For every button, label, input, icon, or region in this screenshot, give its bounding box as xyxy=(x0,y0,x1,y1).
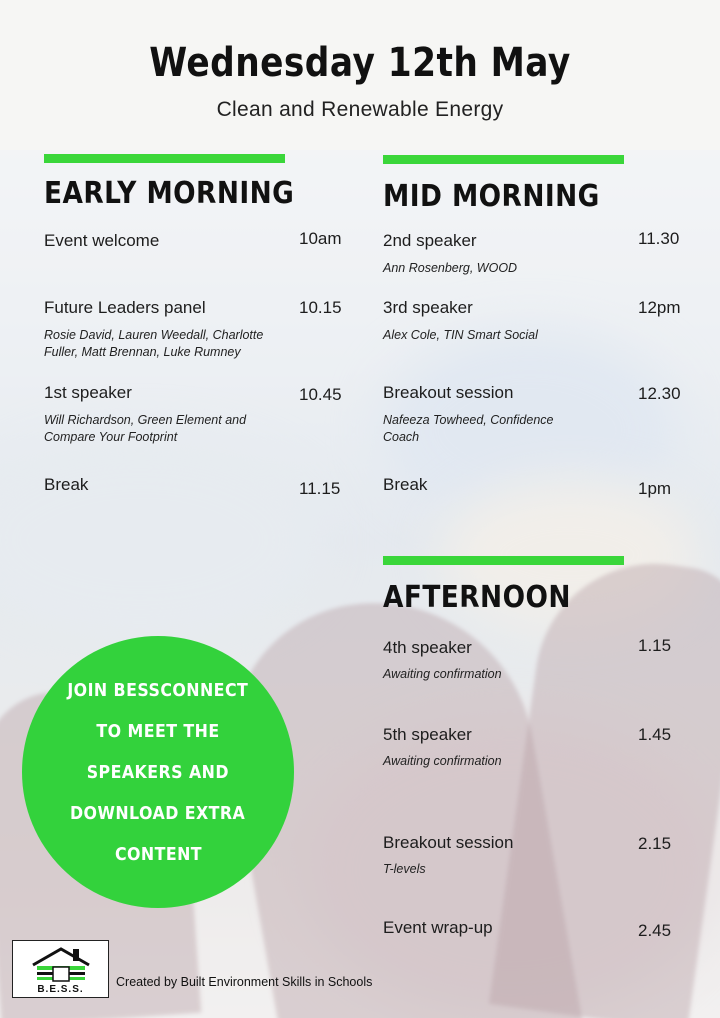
mid-item-3-title: Breakout session xyxy=(383,383,514,402)
mid-morning-divider xyxy=(383,155,624,164)
early-item-3-speakers: Will Richardson, Green Element and Compare Your Footprint xyxy=(44,413,247,444)
mid-item-4-title: Break xyxy=(383,475,428,494)
afternoon-item-3-title: Breakout session xyxy=(383,833,514,852)
early-morning-divider xyxy=(44,154,285,163)
early-item-1-time: 10am xyxy=(299,229,342,248)
promo-line-5: CONTENT xyxy=(114,843,202,865)
early-morning-heading: EARLY MORNING xyxy=(44,176,295,211)
early-item-2-time: 10.15 xyxy=(299,298,342,317)
logo-text: B.E.S.S. xyxy=(37,984,84,995)
afternoon-item-4-title: Event wrap-up xyxy=(383,918,493,937)
early-item-1-title: Event welcome xyxy=(44,231,160,250)
footer-credit: Created by Built Environment Skills in Schools xyxy=(116,975,373,989)
promo-line-2: TO MEET THE xyxy=(96,720,220,742)
mid-item-1-title: 2nd speaker xyxy=(383,231,477,250)
early-item-3-time: 10.45 xyxy=(299,385,342,404)
afternoon-item-3-speakers: T-levels xyxy=(383,862,426,876)
afternoon-item-3-time: 2.15 xyxy=(638,834,672,853)
early-item-3-title: 1st speaker xyxy=(44,383,132,402)
mid-item-1-speakers: Ann Rosenberg, WOOD xyxy=(383,261,518,275)
promo-line-3: SPEAKERS AND xyxy=(86,761,230,783)
mid-item-2-speakers: Alex Cole, TIN Smart Social xyxy=(383,328,538,342)
mid-item-3-time: 12.30 xyxy=(638,384,681,403)
early-item-2-speakers: Rosie David, Lauren Weedall, Charlotte Fuller, Matt Brennan, Luke Rumney xyxy=(44,328,264,359)
promo-line-1: JOIN BESSCONNECT xyxy=(67,679,249,701)
mid-item-2-title: 3rd speaker xyxy=(383,298,473,317)
afternoon-item-4-time: 2.45 xyxy=(638,921,672,940)
afternoon-divider xyxy=(383,556,624,565)
mid-item-1-time: 11.30 xyxy=(638,229,680,248)
afternoon-item-2-speakers: Awaiting confirmation xyxy=(383,754,502,768)
promo-line-4: DOWNLOAD EXTRA xyxy=(70,802,246,824)
mid-item-2-time: 12pm xyxy=(638,298,681,317)
page-title: Wednesday 12th May xyxy=(149,40,571,86)
mid-morning-heading: MID MORNING xyxy=(383,179,600,214)
afternoon-heading: AFTERNOON xyxy=(383,580,571,615)
afternoon-item-1-title: 4th speaker xyxy=(383,638,472,657)
page-subtitle: Clean and Renewable Energy xyxy=(216,98,504,121)
mid-item-4-time: 1pm xyxy=(638,479,672,498)
early-item-4-title: Break xyxy=(44,475,89,494)
early-item-4-time: 11.15 xyxy=(299,479,341,498)
house-stripes-icon xyxy=(13,943,110,987)
afternoon-item-2-time: 1.45 xyxy=(638,725,672,744)
early-item-2-title: Future Leaders panel xyxy=(44,298,206,317)
afternoon-item-1-speakers: Awaiting confirmation xyxy=(383,667,502,681)
mid-item-3-speakers: Nafeeza Towheed, Confidence Coach xyxy=(383,413,554,444)
afternoon-item-1-time: 1.15 xyxy=(638,636,672,655)
bess-logo xyxy=(12,940,109,998)
bessconnect-promo-circle xyxy=(22,636,294,908)
afternoon-item-2-title: 5th speaker xyxy=(383,725,472,744)
